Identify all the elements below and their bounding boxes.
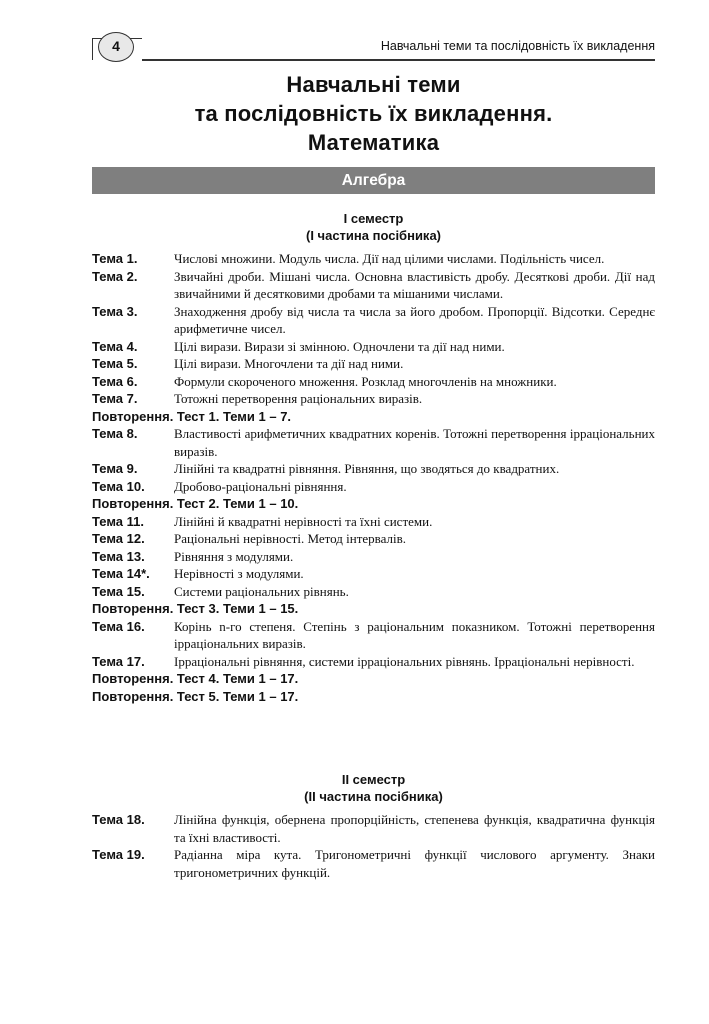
title-line-3: Математика <box>307 130 440 155</box>
topic-description: Ірраціональні рівняння, системи ірраціональних рівнянь. Ірраціональні нерівності. <box>174 653 635 669</box>
topic-label: Тема 11. <box>92 513 144 529</box>
topic-description: Дробово-раціональні рівняння. <box>174 478 347 494</box>
semester-1-subtitle: (І частина посібника) <box>305 228 441 243</box>
semester-1-heading <box>92 210 655 244</box>
topic-row <box>92 618 655 653</box>
review-test-row: Повторення. Тест 2. Теми 1 – 10. <box>92 496 299 511</box>
topic-row <box>92 355 655 373</box>
topic-label: Тема 8. <box>92 426 138 441</box>
topic-description: Властивості арифметичних квадратних коренів. Тотожні перетворення ірраціональних виразів. <box>174 426 655 459</box>
review-test-row: Повторення. Тест 4. Теми 1 – 17. <box>92 671 299 686</box>
topic-label: Тема 16. <box>92 618 145 634</box>
topic-row <box>92 530 655 548</box>
topic-description: Звичайні дроби. Мішані числа. Основна властивість дробу. Десяткові дроби. Дії над звичайними й десятковими дробами та мішаними числами. <box>174 268 655 301</box>
topic-label: Тема 10. <box>92 478 145 494</box>
topic-label: Тема 18. <box>92 812 145 827</box>
topic-label: Тема 9. <box>92 461 138 476</box>
topic-description: Системи раціональних рівнянь. <box>174 583 349 599</box>
topic-label: Тема 3. <box>92 303 138 319</box>
running-title: Навчальні теми та послідовність їх викладення <box>380 39 655 53</box>
title-line-1: Навчальні теми <box>286 72 461 97</box>
topic-row <box>92 583 655 601</box>
topic-description: Раціональні нерівності. Метод інтервалів. <box>174 531 406 546</box>
semester-1-topic-list <box>92 250 655 705</box>
topic-label: Тема 12. <box>92 531 145 546</box>
topic-description: Тотожні перетворення раціональних виразів. <box>174 391 423 406</box>
topic-row <box>92 268 655 303</box>
topic-row <box>92 565 655 583</box>
semester-2-heading <box>92 771 655 805</box>
topic-row <box>92 425 655 460</box>
topic-description: Цілі вирази. Многочлени та дії над ними. <box>174 356 404 371</box>
topic-description: Корінь n-го степеня. Степінь з раціональним показником. Тотожні перетворення ірраціональних виразів. <box>174 618 655 651</box>
topic-row <box>92 513 655 531</box>
topic-description: Радіанна міра кута. Тригонометричні функції числового аргументу. Знаки тригонометричних функцій. <box>174 847 655 880</box>
topic-row <box>92 846 655 881</box>
page-title <box>92 70 655 157</box>
topic-row <box>92 478 655 496</box>
topic-description: Нерівності з модулями. <box>174 566 304 581</box>
page-number: 4 <box>98 32 134 62</box>
topic-row <box>92 338 655 356</box>
semester-1-title: І семестр <box>343 211 404 226</box>
topic-description: Лінійна функція, обернена пропорційність, степенева функція, квадратична функція та їхні властивості. <box>174 812 655 845</box>
topic-description: Лінійні й квадратні нерівності та їхні системи. <box>174 513 433 529</box>
topic-label: Тема 6. <box>92 373 138 389</box>
topic-label: Тема 17. <box>92 653 145 669</box>
topic-label: Тема 5. <box>92 356 138 371</box>
topic-row <box>92 653 655 671</box>
topic-description: Лінійні та квадратні рівняння. Рівняння, що зводяться до квадратних. <box>174 461 560 476</box>
topic-description: Цілі вирази. Вирази зі змінною. Одночлени та дії над ними. <box>174 338 505 354</box>
review-test-row: Повторення. Тест 5. Теми 1 – 17. <box>92 688 299 704</box>
topic-label: Тема 7. <box>92 391 138 406</box>
topic-label: Тема 14*. <box>92 566 150 581</box>
topic-description: Рівняння з модулями. <box>174 548 294 564</box>
page-header <box>92 32 655 62</box>
topic-label: Тема 13. <box>92 548 145 564</box>
topic-description: Числові множини. Модуль числа. Дії над цілими числами. Подільність чисел. <box>174 251 605 266</box>
topic-row <box>92 373 655 391</box>
topic-row <box>92 303 655 338</box>
topic-row <box>92 548 655 566</box>
semester-2-subtitle: (ІІ частина посібника) <box>304 789 443 804</box>
topic-label: Тема 2. <box>92 268 138 284</box>
header-rule <box>142 59 655 61</box>
topic-row <box>92 811 655 846</box>
topic-label: Тема 4. <box>92 338 138 354</box>
semester-2-topic-list <box>92 811 655 881</box>
review-test-row: Повторення. Тест 1. Теми 1 – 7. <box>92 408 292 424</box>
review-test-row: Повторення. Тест 3. Теми 1 – 15. <box>92 601 299 616</box>
section-heading: Алгебра <box>92 167 655 194</box>
topic-description: Формули скороченого множення. Розклад многочленів на множники. <box>174 373 557 389</box>
topic-description: Знаходження дробу від числа та числа за його дробом. Пропорції. Відсотки. Середнє арифметичне чисел. <box>174 303 655 336</box>
title-line-2: та послідовність їх викладення. <box>194 101 553 126</box>
topic-row <box>92 250 655 268</box>
topic-label: Тема 19. <box>92 847 145 862</box>
topic-row <box>92 460 655 478</box>
semester-2-title: ІІ семестр <box>341 772 406 787</box>
topic-label: Тема 1. <box>92 251 138 266</box>
topic-row <box>92 390 655 408</box>
topic-label: Тема 15. <box>92 583 145 599</box>
